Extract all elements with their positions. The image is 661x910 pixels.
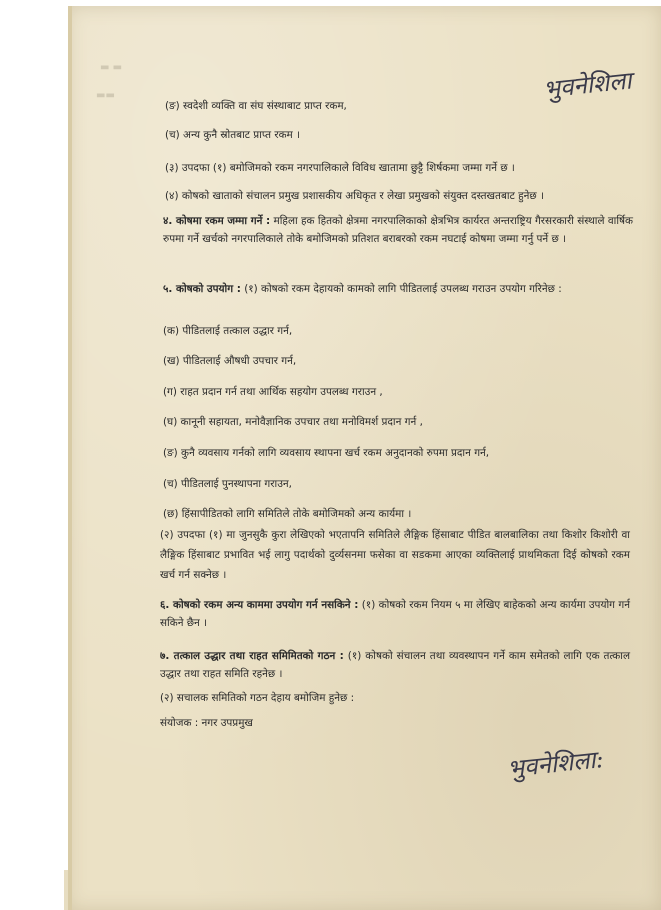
item-chha: (छ) हिंसापीडितको लागि समितिले तोके बमोजिमको अन्य कार्यमा । xyxy=(163,508,412,520)
item-ka: (क) पीडितलाई तत्काल उद्धार गर्न, xyxy=(163,325,293,337)
section-5-heading: ५. कोषको उपयोग : xyxy=(163,283,241,295)
section-6-body: (१) कोषको रकम नियम ५ मा लेखिए बाहेकको अन्य कार्यमा उपयोग गर्न सकिने छैन । xyxy=(160,599,630,629)
signature-top: भुवनेशिला xyxy=(541,66,633,104)
signature-bottom: भुवनेशिला: xyxy=(505,745,605,783)
convener-line: संयोजक : नगर उपप्रमुख xyxy=(160,717,253,729)
item-nga: (ङ) कुनै व्यवसाय गर्नको लागि व्यवसाय स्थापना खर्च रकम अनुदानको रुपमा प्रदान गर्न, xyxy=(163,447,490,459)
section-7-body: (१) कोषको संचालन तथा व्यवस्थापन गर्ने काम समेतको लागि एक तत्काल उद्धार तथा राहत समिति रहनेछ । xyxy=(160,650,630,680)
item-gha: (घ) कानूनी सहायता, मनोवैज्ञानिक उपचार तथा मनोविमर्श प्रदान गर्न , xyxy=(163,416,423,428)
line-cha: (च) अन्य कुनै स्रोतबाट प्राप्त रकम । xyxy=(165,129,301,141)
page-edge xyxy=(68,6,72,910)
bleed-through-mark: ▬ ▬ xyxy=(100,62,123,73)
line-nga: (ङ) स्वदेशी व्यक्ति वा संघ संस्थाबाट प्राप्त रकम, xyxy=(165,100,347,112)
bleed-through-mark: ▬▬ xyxy=(96,90,115,101)
section-5 xyxy=(163,280,633,298)
item-cha: (च) पीडितलाई पुनस्थापना गराउन, xyxy=(163,478,292,490)
section-7-heading: ७. तत्काल उद्धार तथा राहत समिमितको गठन : xyxy=(160,650,344,662)
section-6 xyxy=(160,596,630,632)
item-ga: (ग) राहत प्रदान गर्न तथा आर्थिक सहयोग उपलब्ध गराउन , xyxy=(163,386,383,398)
section-6-heading: ६. कोषको रकम अन्य काममा उपयोग गर्न नसकिने : xyxy=(160,599,359,611)
item-kha: (ख) पीडितलाई औषधी उपचार गर्न, xyxy=(163,355,297,367)
section-5-body: (१) कोषको रकम देहायको कामको लागि पीडितलाई उपलब्ध गराउन उपयोग गरिनेछ : xyxy=(244,283,562,295)
section-5-subsection-2: (२) उपदफा (१) मा जुनसुकै कुरा लेखिएको भएतापनि समितिले लैङ्गिक हिंसाबाट पीडित बालबालिका तथा किशोर किशोरी वा लैङ्गिक हिंसाबाट प्रभावित भई लागु पदार्थको दुर्व्यसनमा फसेका वा सडकमा आएका व्यक्तिलाई प्राथमिकता दिई कोषको रकम खर्च गर्न सक्नेछ । xyxy=(160,529,630,581)
line-subsection-4: (४) कोषको खाताको संचालन प्रमुख प्रशासकीय अधिकृत र लेखा प्रमुखको संयुक्त दस्तखतबाट हुनेछ । xyxy=(165,190,544,202)
section-7-subsection-2: (२) सचालक समितिको गठन देहाय बमोजिम हुनेछ : xyxy=(160,692,355,704)
section-4 xyxy=(163,212,633,248)
line-subsection-3: (३) उपदफा (१) बमोजिमको रकम नगरपालिकाले विविध खातामा छुट्टै शिर्षकमा जम्मा गर्ने छ । xyxy=(165,162,515,174)
section-7 xyxy=(160,647,630,683)
section-4-heading: ४. कोषमा रकम जम्मा गर्ने : xyxy=(163,215,271,227)
section-4-body: महिला हक हितको क्षेत्रमा नगरपालिकाको क्षेत्रभित्र कार्यरत अन्तराष्ट्रिय गैरसरकारी संस्थाले वार्षिक रुपमा गर्ने खर्चको नगरपालिकाले तोके बमोजिमको प्रतिशत बराबरको रकम नघटाई कोषमा जम्मा गर्नु पर्ने छ । xyxy=(163,215,633,245)
